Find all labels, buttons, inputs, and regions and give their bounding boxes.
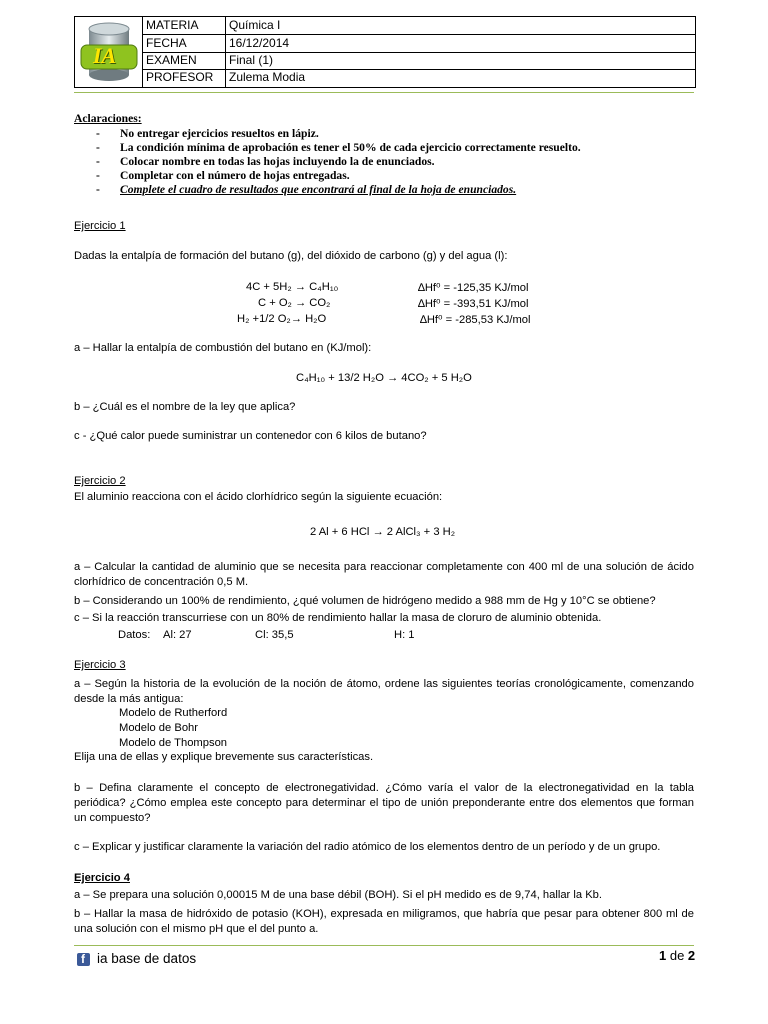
header-value: 16/12/2014 (229, 36, 290, 50)
ex1-reaction-1: 4C + 5H₂ → C₄H₁₀ (246, 281, 339, 293)
ex3-part-c: c – Explicar y justificar claramente la variación del radio atómico de los elementos dentro de un período y de un grupo. (74, 841, 661, 853)
ex2-part-a: a – Calcular la cantidad de aluminio que se necesita para reaccionar completamente con 400 ml de una solución de ácido clorhídrico de concentración 0,5 M. (74, 561, 694, 588)
ex1-enthalpy-2: ∆Hf⁰ = -393,51 KJ/mol (418, 298, 529, 310)
clarifications-title: Aclaraciones: (74, 112, 142, 125)
ex4-part-b: b – Hallar la masa de hidróxido de potasio (KOH), expresada en miligramos, que habría que pesar para obtener 800 ml de una solución con el mismo pH que el del punto a. (74, 908, 694, 935)
header-row-materia (143, 17, 695, 35)
ex3-model: Modelo de Bohr (119, 722, 198, 734)
logo-text: IA (93, 43, 117, 68)
ex1-reaction-3: H₂ +1/2 O₂→ H₂O (237, 313, 327, 325)
ex3-model: Modelo de Thompson (119, 737, 228, 749)
ex2-part-c: c – Si la reacción transcurriese con un 80% de rendimiento hallar la masa de cloruro de aluminio obtenida. (74, 612, 602, 624)
header-row-examen (143, 52, 695, 70)
ex3-part-a-end: Elija una de ellas y explique brevemente sus características. (74, 751, 374, 763)
header-divider (74, 92, 694, 93)
ex1-part-c: c - ¿Qué calor puede suministrar un contenedor con 6 kilos de butano? (74, 430, 427, 442)
footer-divider (74, 945, 694, 946)
ex4-part-a: a – Se prepara una solución 0,00015 M de una base débil (BOH). Si el pH medido es de 9,74, hallar la Kb. (74, 889, 603, 901)
ex3-title: Ejercicio 3 (74, 659, 126, 671)
ex2-data-h: H: 1 (394, 629, 415, 641)
ex2-title: Ejercicio 2 (74, 475, 126, 487)
header-label: EXAMEN (146, 53, 197, 67)
ex1-enthalpy-3: ∆Hf⁰ = -285,53 KJ/mol (420, 314, 531, 326)
ex2-data-cl: Cl: 35,5 (255, 629, 294, 641)
header-value: Química I (229, 18, 281, 32)
header-label: MATERIA (146, 18, 199, 32)
header-label: PROFESOR (146, 70, 214, 84)
ex2-part-b: b – Considerando un 100% de rendimiento, ¿qué volumen de hidrógeno medido a 988 mm de Hg y 10°C se obtiene? (74, 595, 656, 607)
ex4-title: Ejercicio 4 (74, 872, 130, 884)
header-value: Final (1) (229, 53, 274, 67)
ex1-enthalpy-1: ∆Hf⁰ = -125,35 KJ/mol (418, 282, 529, 294)
ex1-intro: Dadas la entalpía de formación del butano (g), del dióxido de carbono (g) y del agua (l): (74, 250, 508, 262)
ex2-equation: 2 Al + 6 HCl → 2 AlCl₃ + 3 H₂ (310, 526, 456, 538)
ex3-part-a: a – Según la historia de la evolución de la noción de átomo, ordene las siguientes teorías cronológicamente, comenzando desde la más antigua: (74, 678, 694, 705)
logo (75, 17, 143, 87)
ex1-part-b: b – ¿Cuál es el nombre de la ley que aplica? (74, 401, 296, 413)
ex1-reaction-2: C + O₂ → CO₂ (258, 297, 331, 309)
ex2-data-label: Datos: (118, 629, 151, 641)
header-table (74, 16, 696, 88)
ex1-equation: C₄H₁₀ + 13/2 H₂O → 4CO₂ + 5 H₂O (296, 372, 472, 384)
header-row-fecha (143, 35, 695, 53)
header-label: FECHA (146, 36, 187, 50)
ex2-intro: El aluminio reacciona con el ácido clorhídrico según la siguiente ecuación: (74, 491, 443, 503)
footer-brand: ia base de datos (97, 951, 197, 966)
ex2-data-al: Al: 27 (163, 629, 192, 641)
header-value: Zulema Modia (229, 70, 306, 84)
ex3-part-b: b – Defina claramente el concepto de electronegatividad. ¿Cómo varía el valor de la electronegatividad en la tabla periódica? ¿Cómo emplea este concepto para determinar el tipo de unión preponderante entre dos elementos que forman un compuesto? (74, 782, 694, 824)
ex1-part-a: a – Hallar la entalpía de combustión del butano en (KJ/mol): (74, 342, 372, 354)
page-number: 1 de 2 (659, 948, 696, 963)
header-row-profesor (143, 69, 695, 87)
ex3-model: Modelo de Rutherford (119, 707, 228, 719)
facebook-icon[interactable]: f (77, 953, 90, 966)
ex1-title: Ejercicio 1 (74, 220, 126, 232)
